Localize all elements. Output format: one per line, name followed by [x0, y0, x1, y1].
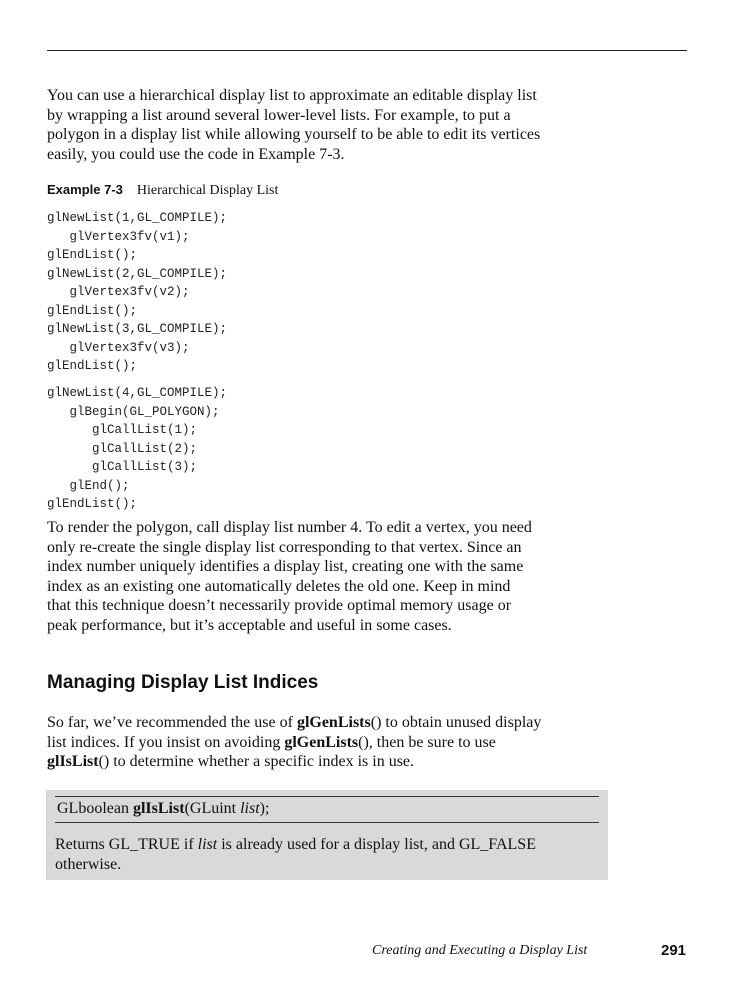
- render-line-4: index as an existing one automatically deletes the old one. Keep in mind: [47, 577, 511, 595]
- text-run: list indices. If you insist on avoiding: [47, 733, 285, 751]
- running-footer-title: Creating and Executing a Display List: [372, 943, 588, 958]
- code-line: glBegin(GL_POLYGON);: [47, 404, 220, 419]
- paren-close: );: [259, 800, 270, 817]
- function-name: glIsList: [132, 800, 185, 817]
- code-line: glNewList(2,GL_COMPILE);: [47, 266, 228, 281]
- box-rule-top: [55, 796, 599, 797]
- code-line: glEndList();: [47, 497, 138, 511]
- text-run: is already used for a display list, and GL_FALSE: [217, 836, 536, 853]
- code-line: glEndList();: [47, 248, 138, 262]
- code-line: glEndList();: [47, 303, 138, 318]
- code-line: glNewList(3,GL_COMPILE);: [47, 322, 228, 336]
- code-line: glVertex3fv(v1);: [47, 229, 190, 244]
- box-rule-bottom: [55, 822, 599, 823]
- code-line: glCallList(2);: [47, 441, 198, 456]
- example-caption: [47, 182, 278, 199]
- param-ref: list: [197, 836, 218, 853]
- function-description: [55, 835, 595, 875]
- managing-line-3: [47, 752, 617, 772]
- render-line-3: index number uniquely identifies a display list, creating one with the same: [47, 558, 524, 575]
- render-line-1: To render the polygon, call display list number 4. To edit a vertex, you need: [47, 519, 532, 536]
- code-line: glEndList();: [47, 359, 138, 373]
- text-run: () to determine whether a specific index is in use.: [98, 753, 415, 770]
- example-title: Hierarchical Display List: [136, 183, 279, 198]
- text-run: (), then be sure to use: [358, 733, 496, 751]
- code-line: glNewList(4,GL_COMPILE);: [47, 386, 228, 400]
- intro-line-1: You can use a hierarchical display list to approximate an editable display list: [47, 87, 537, 104]
- code-line: glCallList(3);: [47, 460, 198, 474]
- example-label: Example 7-3: [47, 182, 123, 197]
- intro-paragraph: [47, 86, 617, 164]
- code-block-2: [47, 384, 227, 514]
- code-block-1: [47, 209, 227, 376]
- func-name: glIsList: [47, 753, 99, 770]
- function-reference-box: [46, 790, 608, 880]
- code-line: glCallList(1);: [47, 423, 198, 437]
- code-line: glNewList(1,GL_COMPILE);: [47, 211, 228, 225]
- text-run: Returns GL_TRUE if: [55, 836, 198, 853]
- intro-line-2: by wrapping a list around several lower-level lists. For example, to put a: [47, 106, 511, 124]
- intro-line-3: polygon in a display list while allowing yourself to be able to edit its vertices: [47, 126, 541, 143]
- func-name: glGenLists: [284, 733, 359, 751]
- code-line: glVertex3fv(v3);: [47, 340, 190, 355]
- render-line-2: only re-create the single display list corresponding to that vertex. Since an: [47, 538, 522, 556]
- text-run: So far, we’ve recommended the use of: [47, 714, 297, 731]
- intro-line-4: easily, you could use the code in Example 7-3.: [47, 145, 345, 163]
- render-line-5: that this technique doesn’t necessarily provide optimal memory usage or: [47, 597, 512, 614]
- code-line: glVertex3fv(v2);: [47, 285, 190, 299]
- param-type: (GLuint: [184, 800, 241, 817]
- render-paragraph: [47, 518, 617, 635]
- func-name: glGenLists: [296, 714, 371, 731]
- return-type: GLboolean: [57, 800, 133, 817]
- param-name: list: [240, 800, 260, 817]
- managing-line-1: [47, 713, 617, 733]
- managing-line-2: [47, 733, 617, 753]
- function-signature: [57, 800, 269, 818]
- text-run: () to obtain unused display: [370, 714, 542, 731]
- section-heading: Managing Display List Indices: [47, 672, 319, 693]
- page-number: 291: [661, 942, 687, 959]
- desc-line-2: otherwise.: [55, 856, 122, 873]
- render-line-6: peak performance, but it’s acceptable and useful in some cases.: [47, 616, 452, 634]
- top-rule: [47, 50, 687, 51]
- code-line: glEnd();: [47, 478, 130, 493]
- managing-paragraph: [47, 713, 617, 772]
- desc-line-1: [55, 835, 595, 855]
